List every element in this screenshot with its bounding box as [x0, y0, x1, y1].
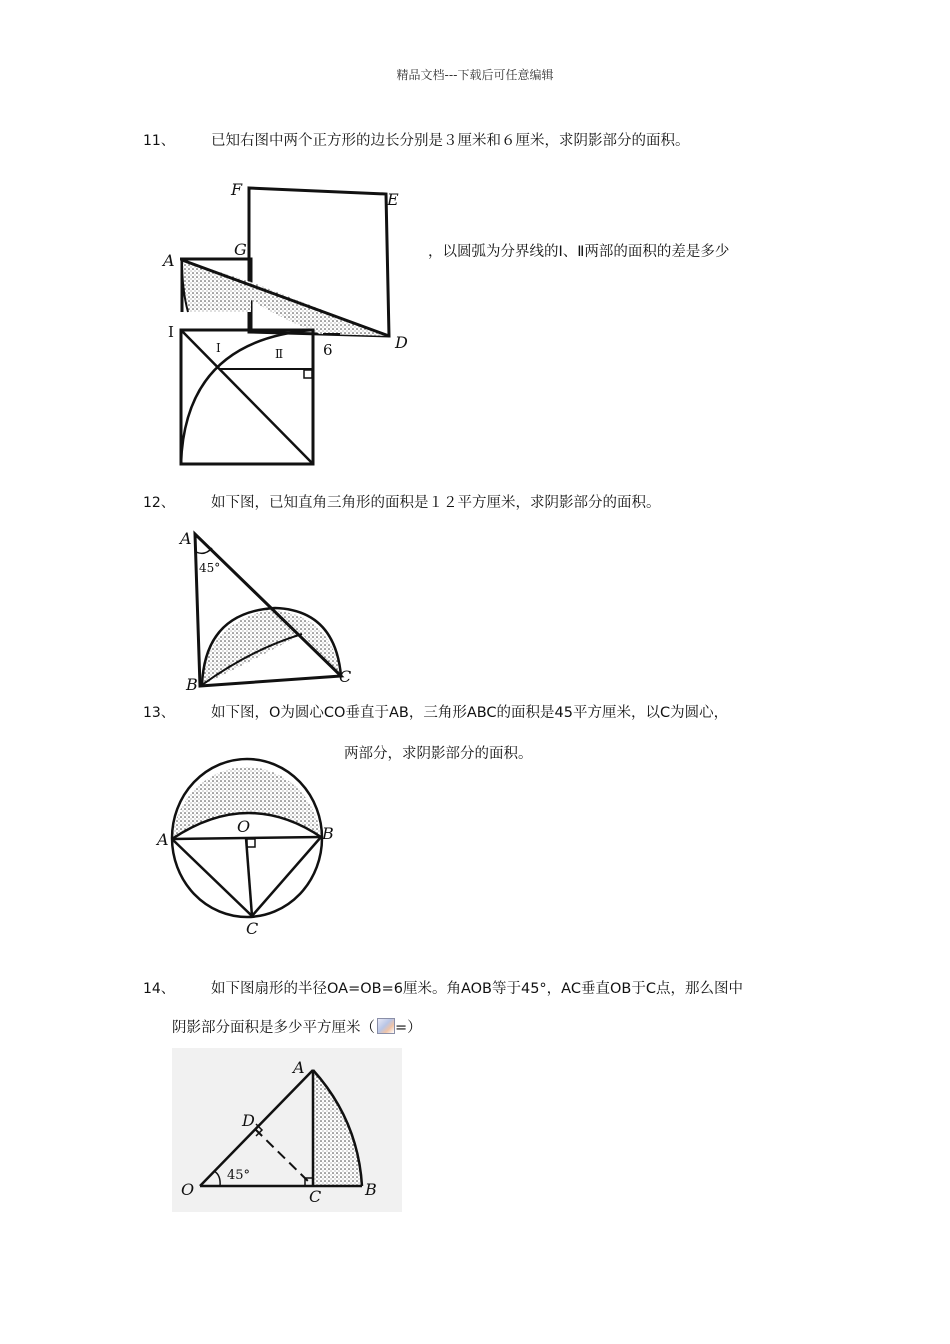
label-B: B: [186, 675, 198, 694]
label-G: G: [234, 240, 247, 259]
label-C: C: [339, 667, 352, 686]
label-region-1: Ⅰ: [216, 341, 221, 355]
label-O: O: [237, 817, 251, 836]
page-header: 精品文档---下载后可任意编辑: [396, 68, 554, 82]
question-11-number: 11、: [143, 133, 175, 149]
label-F: F: [231, 180, 243, 199]
label-B: B: [365, 1180, 377, 1199]
label-C: C: [309, 1187, 322, 1206]
label-A: A: [157, 830, 169, 849]
question-14-number: 14、: [143, 981, 175, 997]
label-angle-45: 45°: [227, 1168, 251, 1183]
question-13-number: 13、: [143, 705, 175, 721]
question-11-overflow-text: ，以圆弧为分界线的Ⅰ、Ⅱ两部的面积的差是多少: [428, 244, 730, 260]
question-14-text-line2b: =）: [395, 1020, 422, 1036]
label-B: B: [322, 824, 334, 843]
label-O: O: [181, 1180, 195, 1199]
label-D: D: [242, 1111, 255, 1130]
label-D: D: [395, 333, 408, 352]
question-12-text: 如下图，已知直角三角形的面积是１２平方厘米，求阴影部分的面积。: [211, 495, 661, 511]
label-C: C: [246, 919, 259, 938]
label-six: 6: [323, 341, 333, 359]
label-A: A: [180, 529, 192, 548]
label-region-2: Ⅱ: [275, 347, 284, 361]
question-14-text-line2a: 阴影部分面积是多少平方厘米（: [172, 1020, 375, 1036]
question-14-text: 如下图扇形的半径OA=OB=6厘米。角AOB等于45°，AC垂直OB于C点，那么图中: [211, 981, 743, 997]
label-I-corner: I: [168, 323, 174, 341]
question-11-text: 已知右图中两个正方形的边长分别是３厘米和６厘米，求阴影部分的面积。: [211, 133, 690, 149]
label-angle-45: 45°: [199, 561, 221, 575]
label-A: A: [163, 251, 175, 270]
label-A: A: [293, 1058, 305, 1077]
question-13-text: 如下图，O为圆心CO垂直于AB，三角形ABC的面积是45平方厘米，以C为圆心，: [211, 705, 729, 721]
label-E: E: [387, 190, 399, 209]
question-13-text-line2: 两部分，求阴影部分的面积。: [344, 746, 533, 762]
question-12-number: 12、: [143, 495, 175, 511]
shaded-region: [313, 1070, 362, 1186]
